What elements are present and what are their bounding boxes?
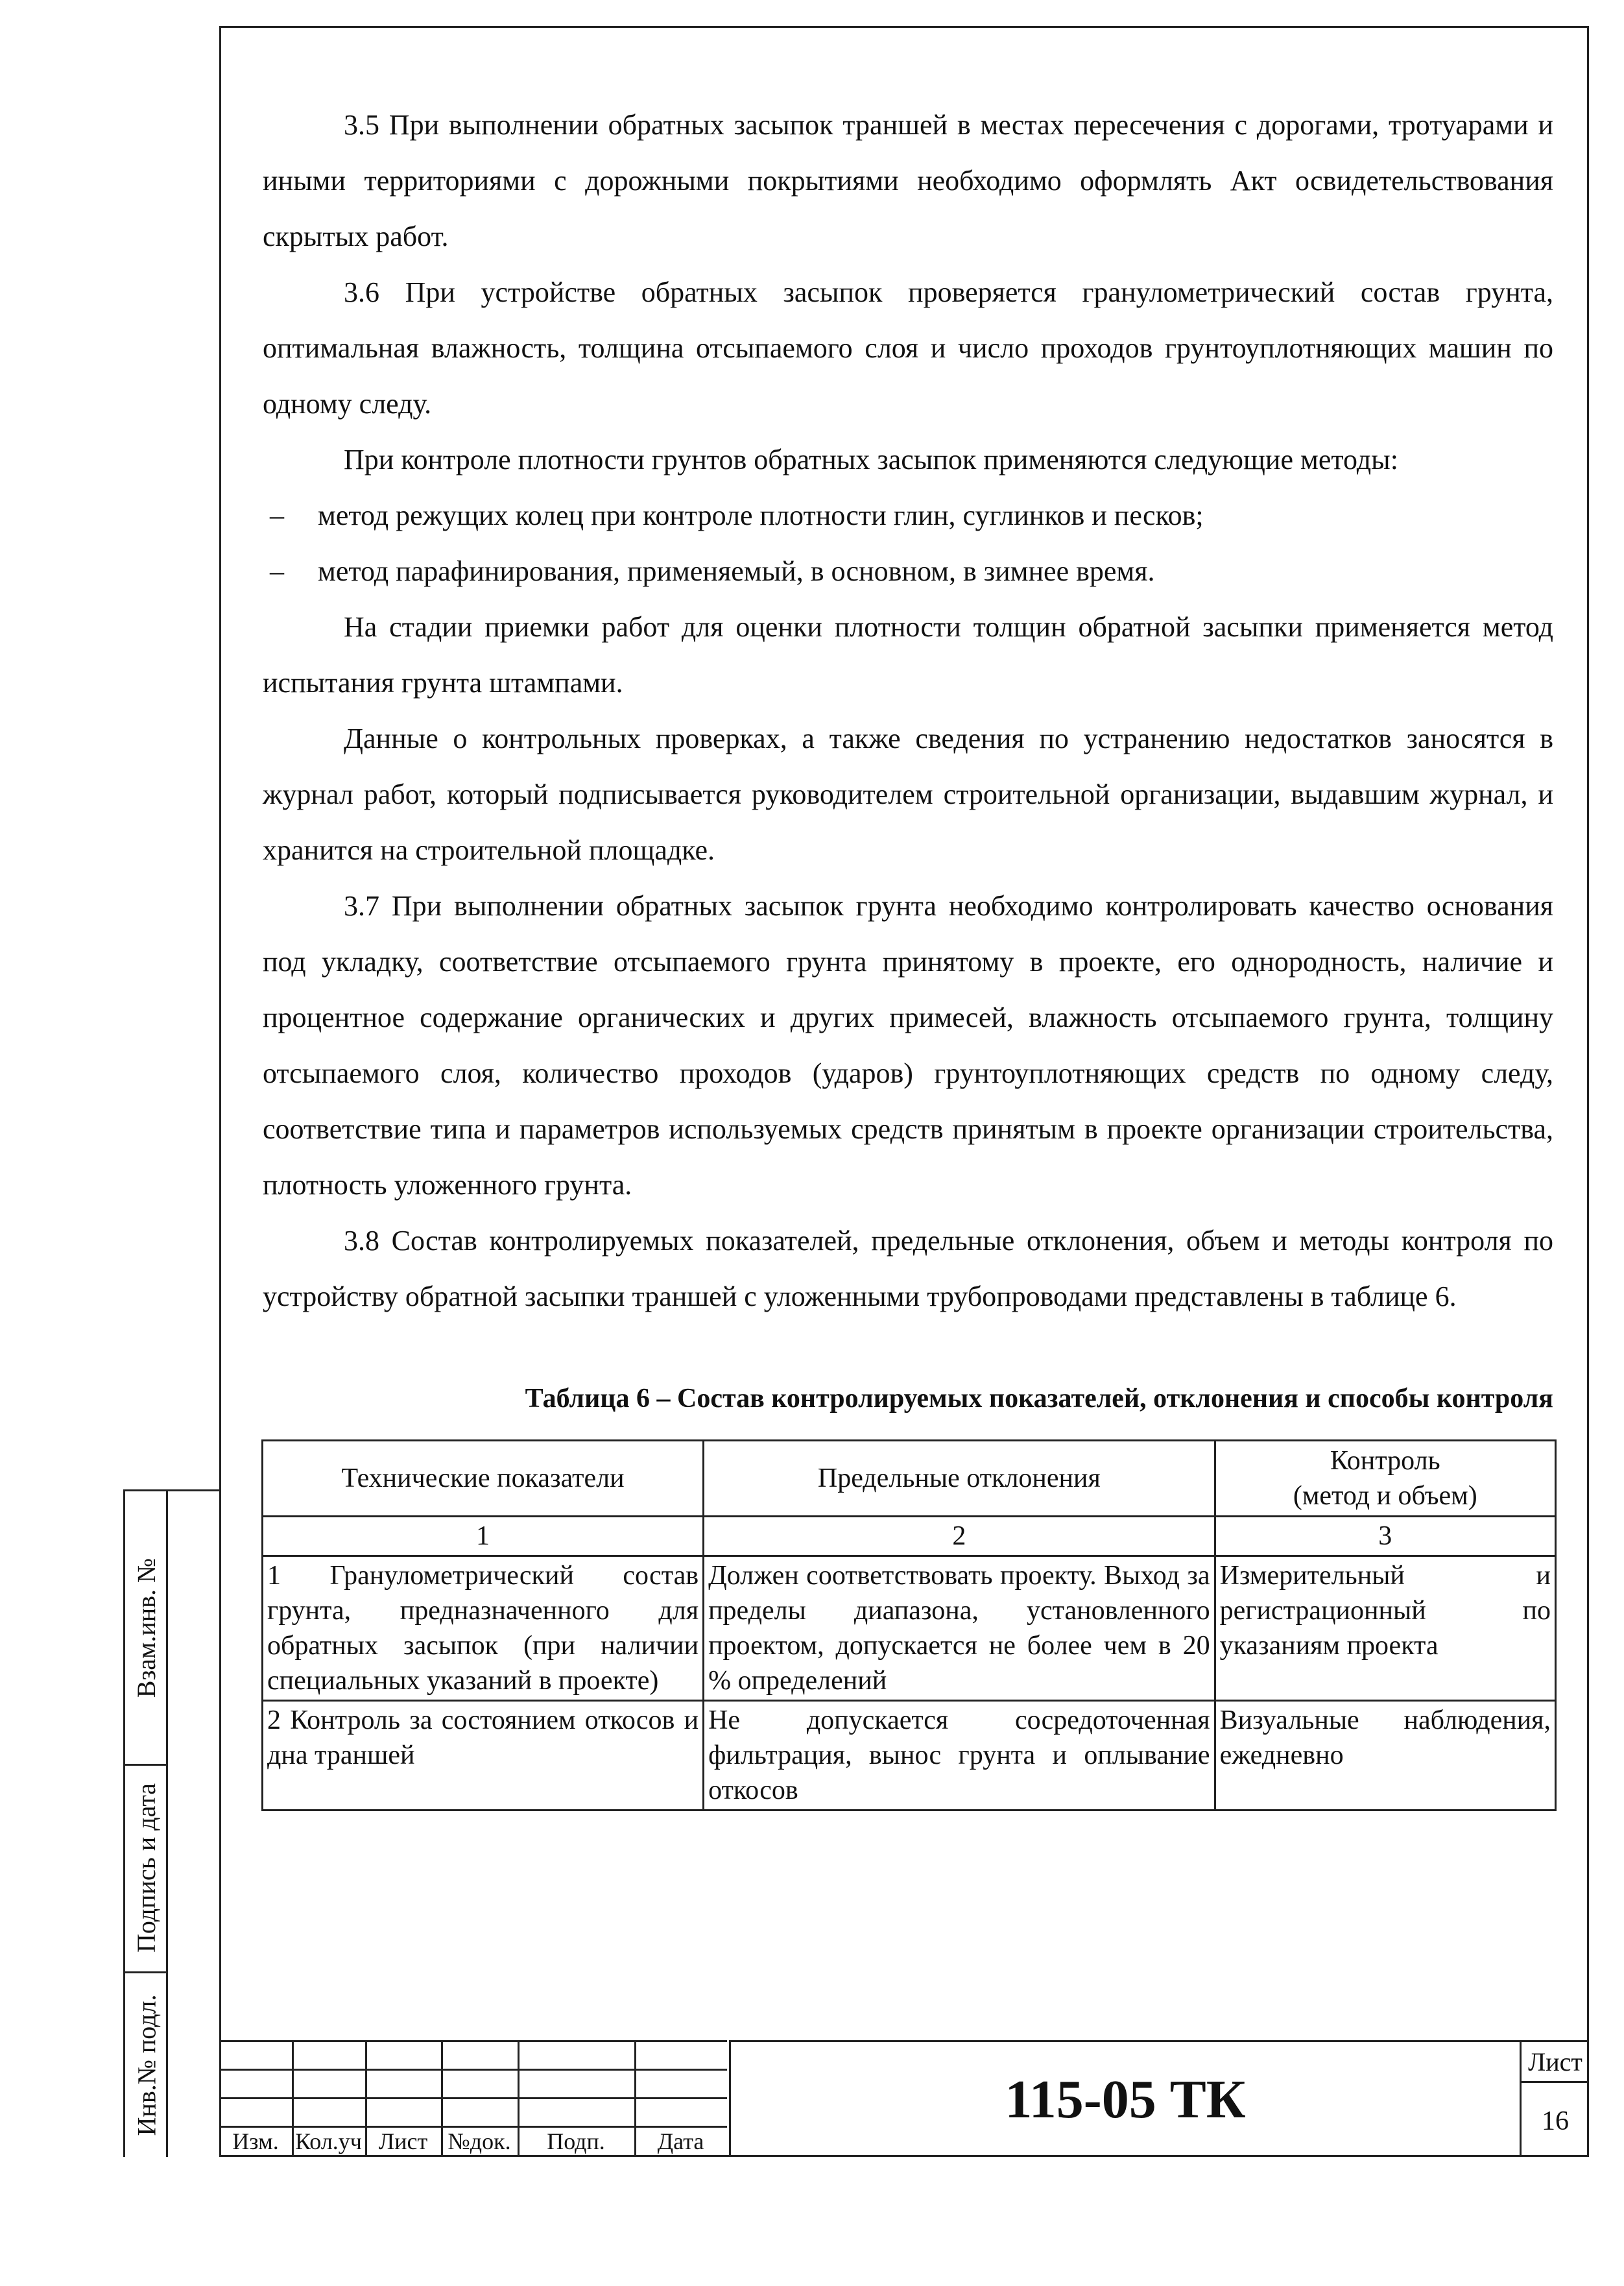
stamp-label: №док.	[448, 2128, 511, 2154]
header-cell: Технические показатели	[263, 1441, 704, 1517]
number-cell: 3	[1215, 1517, 1555, 1556]
header-cell: Предельные отклонения	[704, 1441, 1215, 1517]
stamp-label: Лист	[378, 2128, 428, 2154]
paragraph: На стадии приемки работ для оценки плотности толщин обратной засыпки применяется метод испытания грунта штампами.	[263, 611, 1553, 699]
paragraph: 3.5 При выполнении обратных засыпок траншей в местах пересечения с дорогами, тротуарами и иными территориями с дорожными покрытиями необходимо оформлять Акт освидетельствования скрытых работ.	[263, 109, 1553, 252]
title-block	[219, 2040, 1589, 2157]
table-cell: Измерительный и регистрационный по указаниям проекта	[1215, 1556, 1555, 1701]
header-cell: Контроль (метод и объем)	[1215, 1441, 1555, 1517]
table-caption: Таблица 6 – Состав контролируемых показателей, отклонения и способы контроля	[525, 1384, 1553, 1414]
dash-marker: –	[263, 555, 284, 587]
table-cell: Должен соответствовать проекту. Выход за пределы диапазона, установленного проектом, допускается не более чем в 20 % определений	[704, 1556, 1215, 1701]
body-text	[263, 97, 1553, 1325]
stamp-label: Дата	[657, 2128, 704, 2154]
table-cell: Визуальные наблюдения, ежедневно	[1215, 1701, 1555, 1811]
document-code: 115-05 ТК	[729, 2040, 1522, 2157]
table-cell: 1 Гранулометрический состав грунта, предназначенного для обратных засыпок (при наличии специальных указаний в проекте)	[263, 1556, 704, 1701]
side-stamp	[123, 1489, 219, 2157]
stamp-label: Изм.	[232, 2128, 279, 2154]
paragraph: При контроле плотности грунтов обратных засыпок применяются следующие методы:	[344, 444, 1398, 475]
table-cell: 2 Контроль за состоянием откосов и дна траншей	[263, 1701, 704, 1811]
side-label-signature: Подпись и дата	[132, 1783, 161, 1953]
list-item: – метод режущих колец при контроле плотности глин, суглинков и песков;	[263, 488, 1553, 544]
table-header-row	[263, 1441, 1556, 1517]
paragraph: 3.7 При выполнении обратных засыпок грунта необходимо контролировать качество основания под укладку, соответствие отсыпаемого грунта принятому в проекте, его однородность, наличие и процентное содержание органических и других примесей, влажность отсыпаемого грунта, толщину отсыпаемого слоя, количество проходов (ударов) грунтоуплотняющих средств по одному следу, соответствие типа и параметров используемых средств принятым в проекте организации строительства, плотность уложенного грунта.	[263, 890, 1553, 1201]
table-number-row	[263, 1517, 1556, 1556]
sheet-label: Лист	[1522, 2042, 1589, 2083]
paragraph: 3.8 Состав контролируемых показателей, предельные отклонения, объем и методы контроля по устройству обратной засыпки траншей с уложенными трубопроводами представлены в таблице 6.	[263, 1225, 1553, 1312]
paragraph: 3.6 При устройстве обратных засыпок проверяется гранулометрический состав грунта, оптимальная влажность, толщина отсыпаемого слоя и число проходов грунтоуплотняющих машин по одному следу.	[263, 276, 1553, 420]
number-cell: 2	[704, 1517, 1215, 1556]
control-table	[261, 1439, 1557, 1811]
table-row	[263, 1701, 1556, 1811]
stamp-label: Кол.уч	[295, 2128, 362, 2154]
sheet-box	[1522, 2040, 1589, 2157]
stamp-label: Подп.	[547, 2128, 605, 2154]
sheet-number: 16	[1542, 2106, 1569, 2136]
dash-marker: –	[263, 499, 284, 531]
number-cell: 1	[263, 1517, 704, 1556]
table-cell: Не допускается сосредоточенная фильтрация, вынос грунта и оплывание откосов	[704, 1701, 1215, 1811]
side-label-replace: Взам.инв. №	[132, 1558, 161, 1698]
table-row	[263, 1556, 1556, 1701]
list-item: – метод парафинирования, применяемый, в основном, в зимнее время.	[263, 544, 1553, 599]
revision-grid	[219, 2040, 727, 2157]
paragraph: Данные о контрольных проверках, а также сведения по устранению недостатков заносятся в журнал работ, который подписывается руководителем строительной организации, выдавшим журнал, и хранится на строительной площадке.	[263, 723, 1553, 866]
side-label-inventory: Инв.№ подл.	[132, 1994, 161, 2136]
